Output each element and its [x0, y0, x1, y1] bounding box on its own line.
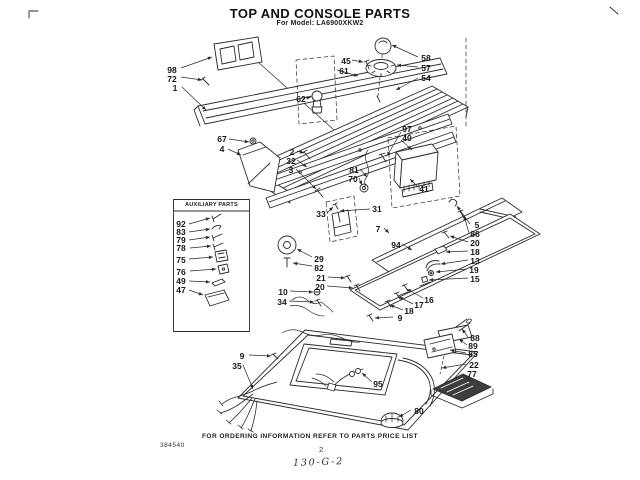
part-callout-80: 80 [414, 405, 424, 416]
page-title: TOP AND CONSOLE PARTS [229, 6, 411, 21]
part-callout-82: 82 [314, 262, 324, 273]
part-callout-16: 16 [424, 294, 434, 305]
part-callout-47: 47 [176, 284, 186, 295]
part-callout-78: 78 [176, 242, 186, 253]
part-callout-67: 67 [217, 133, 227, 144]
part-callout-5: 5 [474, 219, 480, 230]
part-callout-88: 88 [470, 332, 480, 343]
part-callout-34: 34 [277, 296, 287, 307]
part-callout-75: 75 [176, 254, 186, 265]
document-number: 384540 [160, 442, 185, 449]
part-callout-9: 9 [397, 312, 403, 323]
part-callout-22: 22 [469, 359, 479, 370]
ordering-info-banner: FOR ORDERING INFORMATION REFER TO PARTS PRICE LIST [202, 433, 418, 440]
part-callout-3: 3 [288, 164, 294, 175]
part-callout-17: 17 [414, 299, 424, 310]
part-callout-81: 81 [349, 164, 359, 175]
part-callout-85: 85 [468, 348, 478, 359]
part-callout-4: 4 [219, 143, 225, 154]
page-number: 2 [319, 445, 324, 454]
part-callout-19: 19 [469, 264, 479, 275]
handwritten-note: 130-G-2 [292, 456, 345, 469]
part-callout-32: 32 [286, 155, 296, 166]
part-callout-33: 33 [316, 208, 326, 219]
part-callout-58: 58 [421, 52, 431, 63]
part-callout-10: 10 [278, 286, 288, 297]
part-callout-1: 1 [172, 82, 178, 93]
part-callout-13: 13 [470, 255, 480, 266]
part-callout-41: 41 [419, 183, 429, 194]
part-callout-97: 97 [402, 123, 412, 134]
part-callout-61: 61 [339, 65, 349, 76]
part-callout-49: 49 [176, 275, 186, 286]
part-callout-20: 20 [315, 281, 325, 292]
auxiliary-parts-title: AUXILIARY PARTS [185, 202, 238, 208]
part-callout-20: 20 [470, 237, 480, 248]
part-callout-29: 29 [314, 253, 324, 264]
part-callout-89: 89 [468, 340, 478, 351]
part-callout-18: 18 [404, 305, 414, 316]
part-callout-40: 40 [402, 132, 412, 143]
part-callout-76: 76 [176, 266, 186, 277]
part-callout-86: 86 [470, 228, 480, 239]
part-callout-57: 57 [421, 62, 431, 73]
part-callout-35: 35 [232, 360, 242, 371]
model-subtitle: For Model: LA6900XKW2 [276, 20, 364, 27]
part-callout-7: 7 [375, 223, 381, 234]
part-callout-15: 15 [470, 273, 480, 284]
part-callout-70: 70 [348, 173, 358, 184]
part-callout-9: 9 [239, 350, 245, 361]
part-callout-77: 77 [467, 368, 477, 379]
part-callout-98: 98 [167, 64, 177, 75]
part-callout-31: 31 [372, 203, 382, 214]
part-callout-94: 94 [391, 239, 401, 250]
part-callout-83: 83 [176, 226, 186, 237]
part-callout-18: 18 [470, 246, 480, 257]
part-callout-45: 45 [341, 55, 351, 66]
part-callout-79: 79 [176, 234, 186, 245]
part-callout-2: 2 [289, 146, 295, 157]
part-callout-92: 92 [176, 218, 186, 229]
part-callout-95: 95 [373, 378, 383, 389]
part-callout-21: 21 [316, 272, 326, 283]
part-callout-54: 54 [421, 72, 431, 83]
part-callout-72: 72 [167, 73, 177, 84]
part-callout-62: 62 [296, 93, 306, 104]
